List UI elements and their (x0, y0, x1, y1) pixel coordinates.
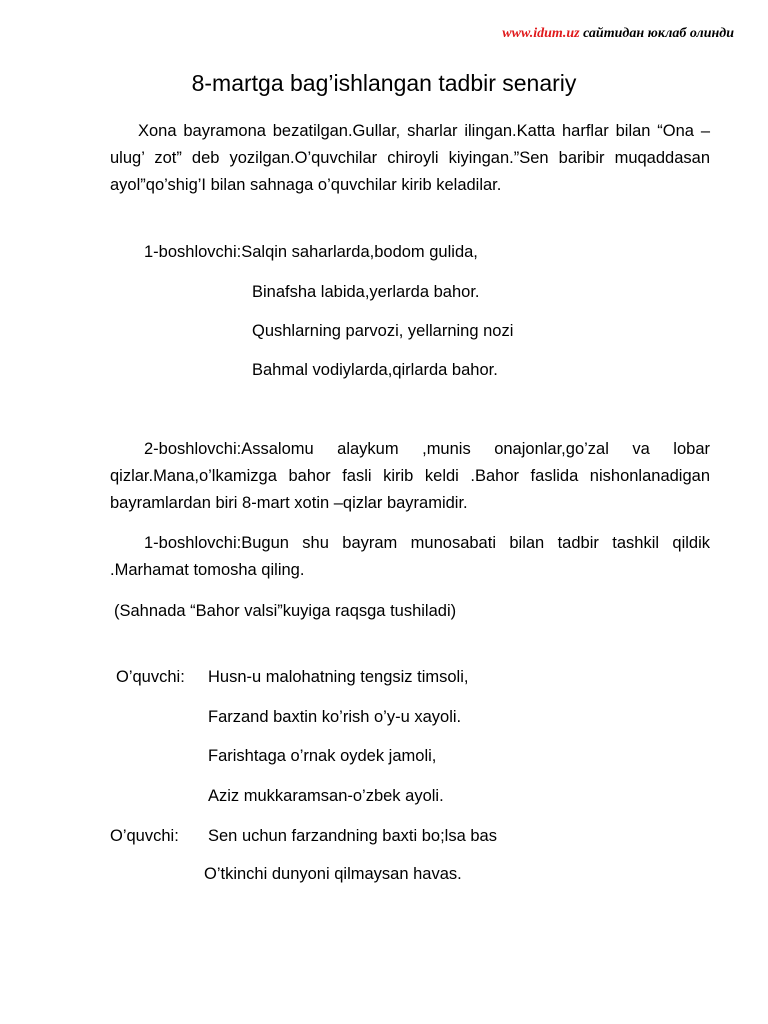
student2-line: O’tkinchi dunyoni qilmaysan havas. (204, 865, 462, 883)
source-note-text: сайтидан юклаб олинди (583, 26, 734, 41)
student1-line: Aziz mukkaramsan-o’zbek ayoli. (208, 787, 444, 805)
student1-line: Farzand baxtin ko’rish o’y-u xayoli. (208, 708, 462, 726)
student1-speaker: O’quvchi: (116, 668, 185, 686)
student2-speaker: O’quvchi: (110, 827, 179, 845)
host1-poem-line: Binafsha labida,yerlarda bahor. (252, 283, 480, 301)
host1-poem-line: Bahmal vodiylarda,qirlarda bahor. (252, 361, 498, 379)
host1-poem-line: 1-boshlovchi:Salqin saharlarda,bodom gulida, (144, 243, 478, 261)
source-site-link[interactable]: www.idum.uz (502, 26, 580, 41)
stage-direction: (Sahnada “Bahor valsi”kuyiga raqsga tushiladi) (114, 602, 457, 620)
student1-line: Farishtaga o’rnak oydek jamoli, (208, 747, 437, 765)
intro-paragraph: Xona bayramona bezatilgan.Gullar, sharlar ilingan.Katta harflar bilan “Ona –ulug’ zot” deb yozilgan.O’quvchilar chiroyli kiyingan.”Sen baribir muqaddasan ayol”qo’shig’I bilan sahnaga o’quvchilar kirib keladilar. (110, 122, 710, 194)
student2-line: Sen uchun farzandning baxti bo;lsa bas (208, 827, 497, 845)
host1-speech: 1-boshlovchi:Bugun shu bayram munosabati bilan tadbir tashkil qildik .Marhamat tomosha qiling. (110, 534, 710, 579)
source-note (502, 26, 734, 42)
host2-speech: 2-boshlovchi:Assalomu alaykum ,munis onajonlar,go’zal va lobar qizlar.Mana,o’lkamizga bahor fasli kirib keldi .Bahor faslida nishonlanadigan bayramlardan biri 8-mart xotin –qizlar bayramidir. (110, 440, 710, 512)
student2-first-line (110, 825, 497, 847)
page-title: 8-martga bag’ishlangan tadbir senariy (191, 70, 577, 96)
student1-first-line (116, 666, 468, 688)
host1-poem-line: Qushlarning parvozi, yellarning nozi (252, 322, 514, 340)
student1-line: Husn-u malohatning tengsiz timsoli, (208, 668, 469, 686)
